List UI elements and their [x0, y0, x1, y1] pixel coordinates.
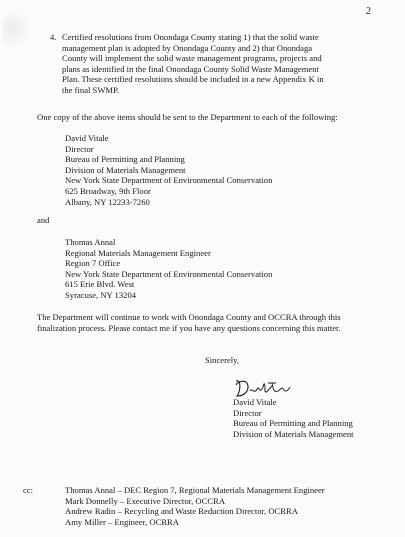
- item-line: Certified resolutions from Onondaga County stating 1) that the solid waste: [62, 32, 319, 42]
- recipient-address-2: [65, 237, 272, 301]
- address-line: Syracuse, NY 13204: [65, 289, 137, 300]
- item-line: the final SWMP.: [62, 84, 120, 95]
- address-line: New York State Department of Environmental Conservation: [65, 175, 273, 186]
- cc-entry: Amy Miller – Engineer, OCRRA: [65, 516, 179, 527]
- address-line: New York State Department of Environmental Conservation: [65, 268, 273, 279]
- cc-list: [65, 485, 325, 527]
- address-line: David Vitale: [65, 133, 109, 143]
- page-number: 2: [366, 6, 371, 17]
- address-line: Region 7 Office: [65, 258, 121, 269]
- closing-paragraph: [37, 312, 341, 333]
- signatory-line: David Vitale: [233, 397, 277, 407]
- address-line: Albany, NY 12233-7260: [65, 196, 150, 207]
- address-line: Division of Materials Management: [65, 164, 186, 175]
- cc-entry: Mark Donnelly – Executive Director, OCCRA: [65, 495, 226, 506]
- sincerely-text: Sincerely,: [205, 355, 240, 365]
- address-line: Regional Materials Management Engineer: [65, 247, 211, 258]
- item-line: plans as identified in the final Onondaga County Solid Waste Management: [62, 63, 319, 74]
- intro-paragraph: One copy of the above items should be sent to the Department to each of the following:: [37, 112, 338, 122]
- item-text: [62, 32, 375, 96]
- cc-entry: Andrew Radin – Recycling and Waste Reduction Director, OCRRA: [65, 506, 298, 517]
- closing-line: finalization process. Please contact me if you have any questions concerning this matter.: [37, 322, 341, 333]
- cc-entry: Thomas Annal – DEC Region 7, Regional Materials Management Engineer: [65, 485, 325, 495]
- signatory-line: Division of Materials Management: [233, 428, 354, 439]
- address-line: 625 Broadway, 9th Floor: [65, 185, 151, 196]
- item-line: management plan is adopted by Onondaga County and 2) that Onondaga: [62, 42, 313, 53]
- item-line: Plan. These certified resolutions should be included in a new Appendix K in: [62, 74, 324, 85]
- address-line: Bureau of Permitting and Planning: [65, 154, 185, 165]
- signatory-line: Bureau of Permitting and Planning: [233, 418, 353, 429]
- signature-block: [233, 397, 354, 439]
- address-line: 615 Erie Blvd. West: [65, 279, 135, 290]
- closing-line: The Department will continue to work with Onondaga County and OCCRA through this: [37, 312, 341, 322]
- item-number: 4.: [50, 32, 57, 42]
- scan-smudge: [2, 14, 28, 52]
- cc-label: cc:: [23, 485, 34, 495]
- and-connector: and: [37, 215, 50, 225]
- recipient-address-1: [65, 133, 272, 207]
- address-line: Thomas Annal: [65, 237, 116, 247]
- handwritten-signature: [232, 377, 292, 399]
- item-line: County will implement the solid waste management programs, projects and: [62, 53, 322, 64]
- address-line: Director: [65, 143, 94, 154]
- signatory-line: Director: [233, 407, 262, 418]
